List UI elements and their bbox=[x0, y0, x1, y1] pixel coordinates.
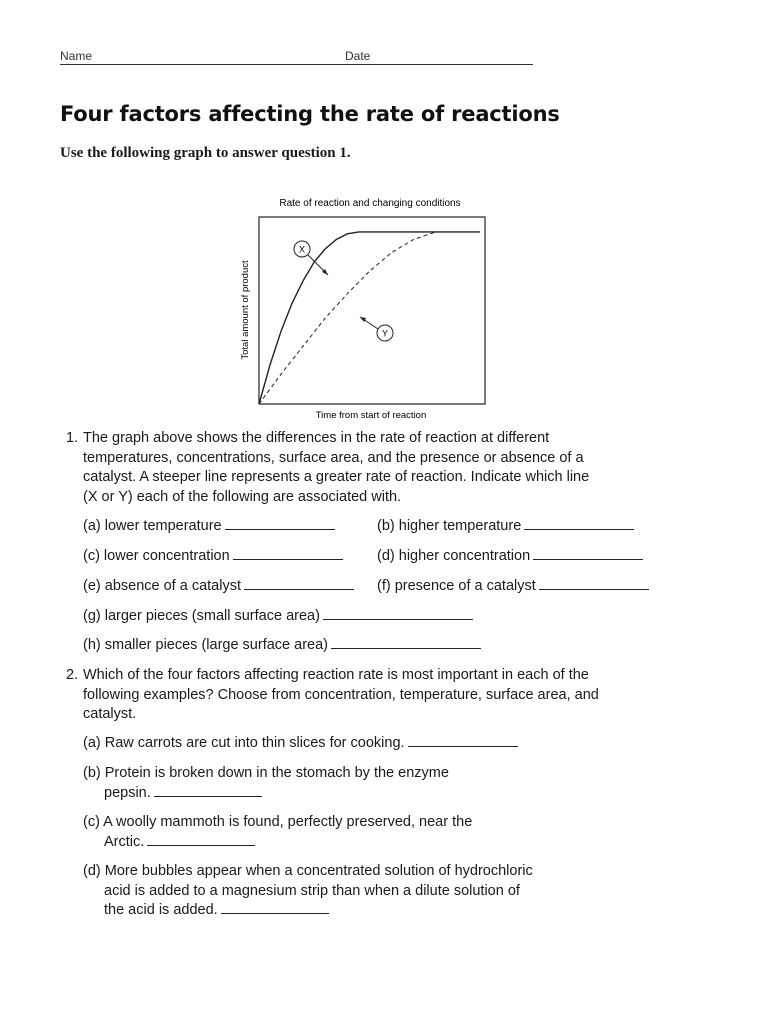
q2-item-b-line-1: (b) Protein is broken down in the stomach by the enzyme bbox=[83, 765, 449, 781]
q1-answer-h[interactable] bbox=[331, 636, 481, 649]
y-axis-label: Total amount of product bbox=[240, 260, 251, 360]
q2-item-c-line-2 bbox=[104, 833, 255, 853]
label-x: X bbox=[298, 244, 306, 255]
q1-item-d bbox=[377, 547, 643, 567]
q2-item-d-line-3 bbox=[104, 901, 329, 921]
q1-item-g-label: (g) larger pieces (small surface area) bbox=[83, 608, 320, 624]
q2-item-c-line-1: (c) A woolly mammoth is found, perfectly preserved, near the bbox=[83, 814, 473, 830]
q2-number: 2. bbox=[66, 667, 79, 683]
q1-line-3: catalyst. A steeper line represents a greater rate of reaction. Indicate which line bbox=[83, 469, 590, 485]
q1-item-d-label: (d) higher concentration bbox=[377, 548, 531, 564]
q1-item-a-label: (a) lower temperature bbox=[83, 518, 222, 534]
q1-item-h-label: (h) smaller pieces (large surface area) bbox=[83, 637, 328, 653]
instruction: Use the following graph to answer question 1. bbox=[60, 145, 351, 161]
series-line-y bbox=[259, 232, 480, 404]
label-y: Y bbox=[381, 328, 389, 339]
q2-line-2: following examples? Choose from concentration, temperature, surface area, and bbox=[83, 686, 599, 703]
q1-answer-a[interactable] bbox=[225, 517, 335, 530]
q1-line-2: temperatures, concentrations, surface area, and the presence or absence of a bbox=[83, 449, 584, 466]
q2-item-a bbox=[83, 734, 518, 754]
q1-answer-e[interactable] bbox=[244, 577, 354, 590]
series-line-x bbox=[259, 232, 480, 404]
q1-answer-f[interactable] bbox=[539, 577, 649, 590]
q1-item-e bbox=[83, 577, 354, 597]
x-axis-label: Time from start of reaction bbox=[315, 410, 427, 421]
q2-answer-c[interactable] bbox=[147, 833, 255, 846]
q2-answer-d[interactable] bbox=[221, 901, 329, 914]
page-title: Four factors affecting the rate of reactions bbox=[60, 102, 560, 126]
q1-item-e-label: (e) absence of a catalyst bbox=[83, 578, 241, 594]
q1-item-f-label: (f) presence of a catalyst bbox=[377, 578, 536, 594]
chart-frame bbox=[259, 217, 485, 404]
q2-item-b-line-2 bbox=[104, 784, 262, 804]
q1-answer-d[interactable] bbox=[533, 547, 643, 560]
chart-title: Rate of reaction and changing conditions bbox=[279, 198, 461, 209]
q1-answer-c[interactable] bbox=[233, 547, 343, 560]
q1-item-g bbox=[83, 607, 473, 627]
q2-line-3: catalyst. bbox=[83, 706, 137, 722]
name-date-line[interactable] bbox=[60, 64, 533, 65]
q1-item-a bbox=[83, 517, 335, 537]
q1-item-b bbox=[377, 517, 634, 537]
q1-line-1: The graph above shows the differences in the rate of reaction at different bbox=[83, 430, 550, 446]
date-label: Date bbox=[345, 49, 371, 63]
q2-item-d-line-1: (d) More bubbles appear when a concentrated solution of hydrochloric bbox=[83, 863, 533, 879]
q2-item-b-text: pepsin. bbox=[104, 784, 151, 801]
rate-chart bbox=[230, 188, 500, 424]
q2-item-c-text: Arctic. bbox=[104, 833, 145, 850]
name-label: Name bbox=[60, 49, 93, 63]
q2-item-d-line-2: acid is added to a magnesium strip than when a dilute solution of bbox=[104, 882, 520, 899]
q1-item-f bbox=[377, 577, 649, 597]
q1-line-4: (X or Y) each of the following are associated with. bbox=[83, 488, 402, 505]
q2-answer-b[interactable] bbox=[154, 784, 262, 797]
q1-item-b-label: (b) higher temperature bbox=[377, 518, 522, 534]
q1-item-c-label: (c) lower concentration bbox=[83, 548, 230, 564]
q1-item-h bbox=[83, 636, 481, 656]
q1-item-c bbox=[83, 547, 343, 567]
q2-item-d-text: the acid is added. bbox=[104, 902, 218, 918]
arrowhead-y bbox=[360, 317, 366, 322]
q1-answer-g[interactable] bbox=[323, 607, 473, 620]
q2-answer-a[interactable] bbox=[408, 734, 518, 747]
q2-line-1: Which of the four factors affecting reaction rate is most important in each of the bbox=[83, 667, 589, 683]
q1-answer-b[interactable] bbox=[524, 517, 634, 530]
q1-number: 1. bbox=[66, 430, 79, 446]
q2-item-a-text: (a) Raw carrots are cut into thin slices for cooking. bbox=[83, 735, 405, 751]
